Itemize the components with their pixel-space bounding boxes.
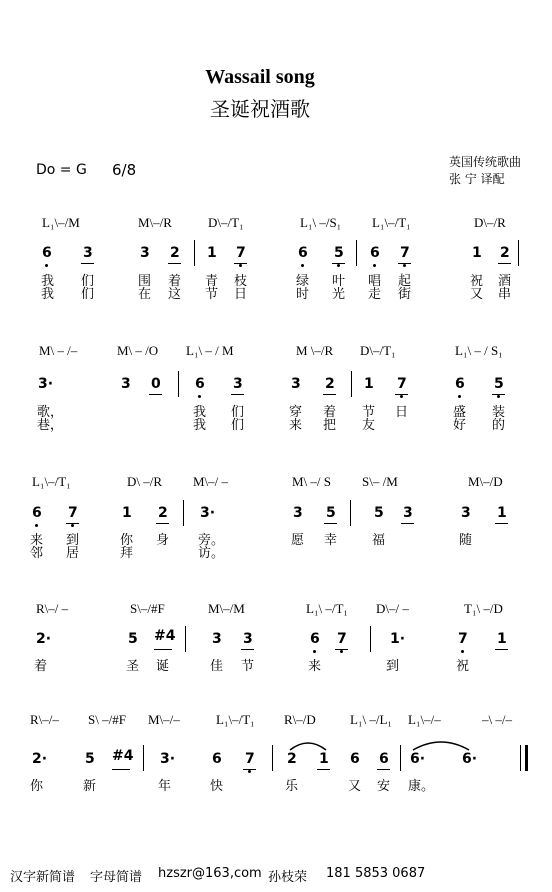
footer-author: 孙枝荣 (268, 870, 308, 885)
eighth-underline (323, 394, 336, 395)
lyric: 在 (138, 287, 152, 302)
note: 3 (140, 245, 150, 261)
note: 6· (410, 751, 426, 767)
eighth-underline (317, 769, 330, 770)
note: 3 (83, 245, 93, 261)
note: 7 (245, 751, 255, 767)
lyric: 旁。 (198, 533, 225, 548)
note: 6 (212, 751, 222, 767)
note: 7 (337, 631, 347, 647)
lyric: 唱 (368, 274, 382, 289)
chord-symbol: L₁\–/T₁ (372, 215, 411, 230)
note: 5 (128, 631, 138, 647)
note: 3 (293, 505, 303, 521)
bar-line (356, 240, 357, 266)
lyric: 把 (323, 418, 337, 433)
arranger-credit: 张 宁 译配 (449, 172, 505, 186)
note: 2 (158, 505, 168, 521)
bar-line (183, 500, 184, 526)
lyric: 们 (81, 274, 95, 289)
note: 6 (370, 245, 380, 261)
lyric: 康。 (408, 779, 435, 794)
chord-symbol: L₁\–/M (42, 215, 80, 230)
note: 3 (121, 376, 131, 392)
eighth-underline (335, 649, 348, 650)
note: #4 (154, 628, 176, 644)
lyric: 新 (83, 779, 97, 794)
chord-symbol: –\ –/– (482, 712, 512, 727)
time-signature: 6/8 (112, 161, 137, 179)
eighth-underline (231, 394, 244, 395)
lyric: 好 (453, 418, 467, 433)
eighth-underline (168, 263, 181, 264)
note: 3 (403, 505, 413, 521)
tie-arc (410, 738, 472, 752)
lyric: 日 (395, 405, 409, 420)
lyric: 日 (234, 287, 248, 302)
chord-symbol: S\–/#F (130, 601, 165, 616)
lyric: 串 (498, 287, 512, 302)
lyric: 我 (193, 418, 207, 433)
lyric: 祝 (456, 659, 470, 674)
chord-symbol: M\–/ – (193, 474, 229, 489)
key-signature: Do = G (36, 162, 87, 178)
tie-arc (288, 738, 328, 752)
bar-line (350, 500, 351, 526)
lyric: 佳 (210, 659, 224, 674)
note: 1 (497, 631, 507, 647)
eighth-underline (377, 769, 390, 770)
lyric: 时 (296, 287, 310, 302)
chord-symbol: D\–/T₁ (360, 343, 396, 358)
lyric: 枝 (234, 274, 248, 289)
lyric: 又 (348, 779, 362, 794)
lyric: 圣 (126, 659, 140, 674)
lyric: 绿 (296, 274, 310, 289)
final-bar-line-thick (525, 745, 528, 771)
note: 6 (32, 505, 42, 521)
chord-symbol: R\–/ – (36, 601, 69, 616)
lyric: 友 (362, 418, 376, 433)
note: 6 (455, 376, 465, 392)
octave-dot-below (337, 264, 340, 267)
bar-line (518, 240, 519, 266)
song-origin: 英国传统歌曲 (449, 155, 522, 169)
lyric: 街 (398, 287, 412, 302)
note: 6 (379, 751, 389, 767)
note: 1 (364, 376, 374, 392)
note: 2 (500, 245, 510, 261)
lyric: 的 (492, 418, 506, 433)
note: 2 (170, 245, 180, 261)
eighth-underline (332, 263, 345, 264)
footer-phone: 181 5853 0687 (326, 866, 426, 881)
lyric: 酒 (498, 274, 512, 289)
bar-line (194, 240, 195, 266)
eighth-underline (495, 523, 508, 524)
bar-line (370, 626, 371, 652)
chord-symbol: R\–/D (284, 712, 316, 727)
note: 2· (32, 751, 48, 767)
lyric: 到 (386, 659, 400, 674)
final-bar-line (520, 745, 521, 771)
lyric: 们 (231, 405, 245, 420)
octave-dot-below (248, 770, 251, 773)
eighth-underline (112, 769, 130, 770)
lyric: 起 (398, 274, 412, 289)
chord-symbol: M\–/– (148, 712, 180, 727)
note: 3· (200, 505, 216, 521)
note: 3· (160, 751, 176, 767)
lyric: 围 (138, 274, 152, 289)
note: 7 (236, 245, 246, 261)
octave-dot-below (301, 264, 304, 267)
note: 3 (243, 631, 253, 647)
chord-symbol: M\–/M (208, 601, 245, 616)
note: 5 (374, 505, 384, 521)
octave-dot-below (400, 395, 403, 398)
lyric: 来 (289, 418, 303, 433)
lyric: 愿 (291, 533, 305, 548)
note: 5 (334, 245, 344, 261)
eighth-underline (498, 263, 511, 264)
lyric: 到 (66, 533, 80, 548)
note: 6 (350, 751, 360, 767)
lyric: 盛 (453, 405, 467, 420)
note: 6 (42, 245, 52, 261)
lyric: 走 (368, 287, 382, 302)
note: 1 (207, 245, 217, 261)
lyric: 又 (470, 287, 484, 302)
lyric: 年 (158, 779, 172, 794)
note: 5 (326, 505, 336, 521)
eighth-underline (398, 263, 411, 264)
lyric: 装 (492, 405, 506, 420)
lyric: 快 (210, 779, 224, 794)
footer-email: hzszr@163,com (158, 866, 262, 881)
note: 5 (85, 751, 95, 767)
note: 1 (319, 751, 329, 767)
lyric: 青 (205, 274, 219, 289)
note: 3 (212, 631, 222, 647)
eighth-underline (234, 263, 247, 264)
lyric: 安 (377, 779, 391, 794)
eighth-underline (149, 394, 162, 395)
lyric: 歌， (37, 405, 64, 420)
footer-text: 汉字新简谱 (10, 870, 76, 885)
chord-symbol: L₁\–/– (408, 712, 441, 727)
lyric: 巷， (37, 418, 64, 433)
octave-dot-below (239, 264, 242, 267)
lyric: 访。 (198, 546, 225, 561)
note: 3 (233, 376, 243, 392)
chord-symbol: L₁\–/T₁ (32, 474, 71, 489)
chord-symbol: M \–/R (296, 343, 334, 358)
octave-dot-below (340, 650, 343, 653)
octave-dot-below (461, 650, 464, 653)
eighth-underline (241, 649, 254, 650)
chord-symbol: L₁\ –/L₁ (350, 712, 392, 727)
chord-symbol: D\–/R (474, 215, 506, 230)
bar-line (178, 371, 179, 397)
lyric: 节 (241, 659, 255, 674)
octave-dot-below (313, 650, 316, 653)
song-subtitle: 圣诞祝酒歌 (210, 97, 310, 121)
lyric: 你 (120, 533, 134, 548)
eighth-underline (401, 523, 414, 524)
lyric: 祝 (470, 274, 484, 289)
chord-symbol: M\–/D (468, 474, 503, 489)
lyric: 穿 (289, 405, 303, 420)
eighth-underline (66, 523, 79, 524)
octave-dot-below (71, 524, 74, 527)
note: 2 (287, 751, 297, 767)
bar-line (351, 371, 352, 397)
note: #4 (112, 748, 134, 764)
eighth-underline (81, 263, 94, 264)
note: 1 (122, 505, 132, 521)
chord-symbol: R\–/– (30, 712, 59, 727)
note: 6 (298, 245, 308, 261)
octave-dot-below (198, 395, 201, 398)
lyric: 身 (156, 533, 170, 548)
chord-symbol: S\ –/#F (88, 712, 126, 727)
chord-symbol: T₁\ –/D (464, 601, 503, 616)
octave-dot-below (458, 395, 461, 398)
lyric: 邻 (30, 546, 44, 561)
lyric: 叶 (332, 274, 346, 289)
bar-line (400, 745, 401, 771)
eighth-underline (324, 523, 337, 524)
chord-symbol: M\ – /– (39, 343, 78, 358)
eighth-underline (492, 394, 505, 395)
note: 2 (325, 376, 335, 392)
lyric: 来 (30, 533, 44, 548)
lyric: 我 (41, 287, 55, 302)
note: 1· (390, 631, 406, 647)
lyric: 你 (30, 779, 44, 794)
note: 7 (458, 631, 468, 647)
chord-symbol: L₁\–/T₁ (216, 712, 255, 727)
octave-dot-below (403, 264, 406, 267)
eighth-underline (154, 649, 172, 650)
chord-symbol: D\–/ – (376, 601, 409, 616)
lyric: 居 (66, 546, 80, 561)
note: 1 (472, 245, 482, 261)
note: 1 (497, 505, 507, 521)
note: 6· (462, 751, 478, 767)
lyric: 着 (323, 405, 337, 420)
note: 7 (397, 376, 407, 392)
song-title: Wassail song (205, 66, 315, 88)
note: 0 (151, 376, 161, 392)
chord-symbol: L₁\ –/T₁ (306, 601, 348, 616)
chord-symbol: M\–/R (138, 215, 172, 230)
note: 5 (494, 376, 504, 392)
chord-symbol: L₁\ – / S₁ (455, 343, 503, 358)
lyric: 幸 (324, 533, 338, 548)
chord-symbol: S\– /M (362, 474, 398, 489)
lyric: 拜 (120, 546, 134, 561)
footer-text: 字母简谱 (90, 870, 143, 885)
lyric: 光 (332, 287, 346, 302)
chord-symbol: M\ – /O (117, 343, 159, 358)
lyric: 们 (231, 418, 245, 433)
note: 7 (400, 245, 410, 261)
lyric: 随 (459, 533, 473, 548)
octave-dot-below (373, 264, 376, 267)
chord-symbol: L₁\ – / M (186, 343, 234, 358)
note: 7 (68, 505, 78, 521)
note: 2· (36, 631, 52, 647)
chord-symbol: D\ –/R (127, 474, 163, 489)
chord-symbol: D\–/T₁ (208, 215, 244, 230)
lyric: 我 (41, 274, 55, 289)
lyric: 来 (308, 659, 322, 674)
lyric: 们 (81, 287, 95, 302)
eighth-underline (156, 523, 169, 524)
note: 3· (38, 376, 54, 392)
eighth-underline (243, 769, 256, 770)
lyric: 乐 (285, 779, 299, 794)
note: 6 (310, 631, 320, 647)
note: 3 (461, 505, 471, 521)
octave-dot-below (45, 264, 48, 267)
lyric: 着 (34, 659, 48, 674)
eighth-underline (395, 394, 408, 395)
lyric: 诞 (156, 659, 170, 674)
lyric: 这 (168, 287, 182, 302)
lyric: 节 (205, 287, 219, 302)
lyric: 我 (193, 405, 207, 420)
bar-line (185, 626, 186, 652)
note: 6 (195, 376, 205, 392)
chord-symbol: M\ –/ S (292, 474, 332, 489)
bar-line (272, 745, 273, 771)
chord-symbol: L₁\ –/S₁ (300, 215, 342, 230)
lyric: 节 (362, 405, 376, 420)
octave-dot-below (35, 524, 38, 527)
note: 3 (291, 376, 301, 392)
eighth-underline (495, 649, 508, 650)
lyric: 福 (372, 533, 386, 548)
bar-line (143, 745, 144, 771)
octave-dot-below (497, 395, 500, 398)
lyric: 着 (168, 274, 182, 289)
